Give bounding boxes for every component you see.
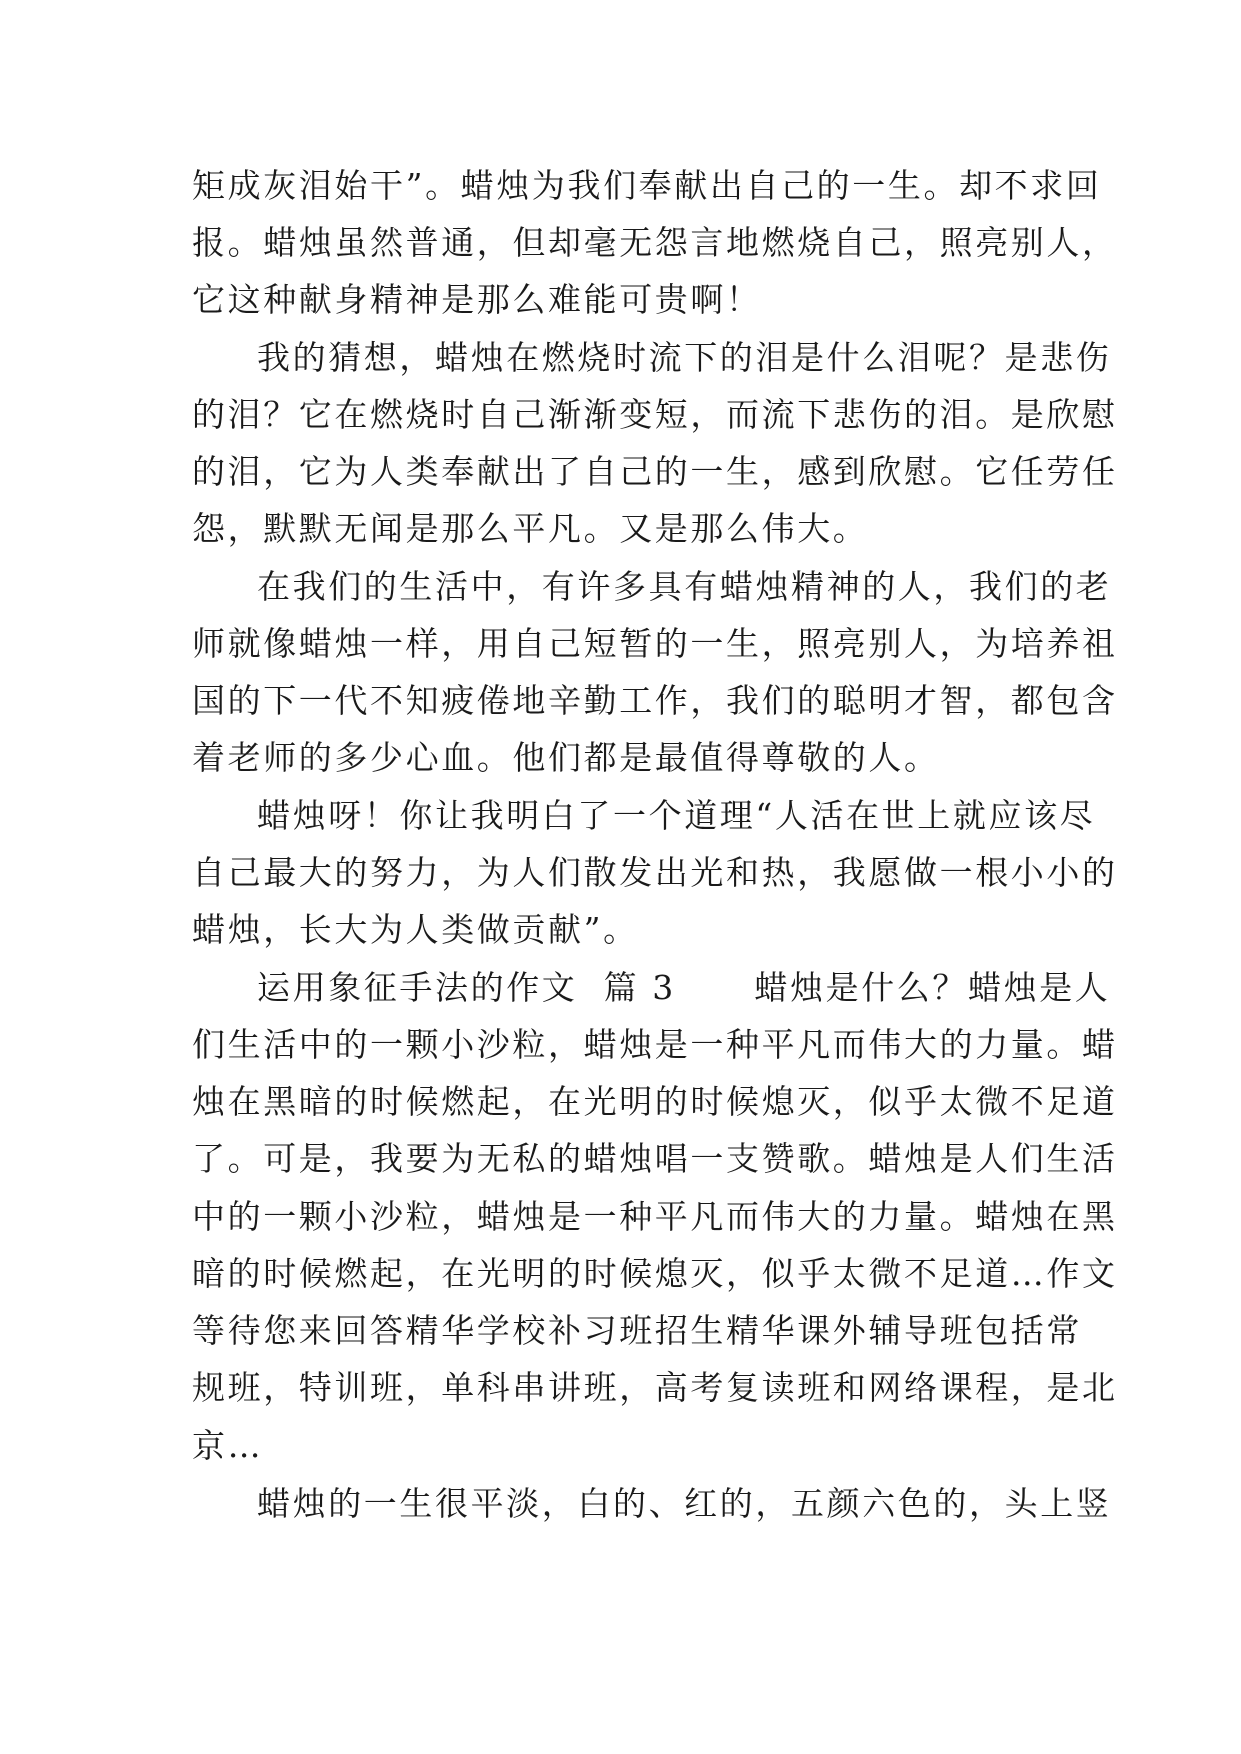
text-line: 规班，特训班，单科串讲班，高考复读班和网络课程，是北	[192, 1368, 1118, 1407]
text-line: 蜡烛，长大为人类做贡献”。	[192, 910, 639, 949]
paragraph-start-line: 我的猜想，蜡烛在燃烧时流下的泪是什么泪呢？是悲伤	[257, 338, 1112, 377]
paragraph-start-line: 在我们的生活中，有许多具有蜡烛精神的人，我们的老	[257, 567, 1112, 606]
text-line: 矩成灰泪始干”。蜡烛为我们奉献出自己的一生。却不求回	[192, 166, 1102, 205]
text-line: 的泪？它在燃烧时自己渐渐变短，而流下悲伤的泪。是欣慰	[192, 395, 1118, 434]
paragraph-start-line: 蜡烛呀！你让我明白了一个道理“人活在世上就应该尽	[257, 796, 1096, 835]
text-line: 着老师的多少心血。他们都是最值得尊敬的人。	[192, 738, 940, 777]
text-line: 们生活中的一颗小沙粒，蜡烛是一种平凡而伟大的力量。蜡	[192, 1025, 1118, 1064]
text-line: 等待您来回答精华学校补习班招生精华课外辅导班包括常	[192, 1311, 1082, 1350]
text-line: 报。蜡烛虽然普通，但却毫无怨言地燃烧自己，照亮别人，	[192, 223, 1118, 262]
text-line: 它这种献身精神是那么难能可贵啊！	[192, 280, 762, 319]
text-line: 了。可是，我要为无私的蜡烛唱一支赞歌。蜡烛是人们生活	[192, 1139, 1118, 1178]
text-line: 中的一颗小沙粒，蜡烛是一种平凡而伟大的力量。蜡烛在黑	[192, 1197, 1118, 1236]
text-line: 国的下一代不知疲倦地辛勤工作，我们的聪明才智，都包含	[192, 681, 1118, 720]
section-heading-line: 运用象征手法的作文 篇 3 蜡烛是什么？蜡烛是人	[257, 968, 1111, 1007]
text-line: 自己最大的努力，为人们散发出光和热，我愿做一根小小的	[192, 853, 1118, 892]
text-line: 师就像蜡烛一样，用自己短暂的一生，照亮别人，为培养祖	[192, 624, 1118, 663]
text-line: 京…	[192, 1426, 264, 1465]
text-line: 怨，默默无闻是那么平凡。又是那么伟大。	[192, 509, 869, 548]
text-line: 烛在黑暗的时候燃起，在光明的时候熄灭，似乎太微不足道	[192, 1082, 1118, 1121]
text-line: 的泪，它为人类奉献出了自己的一生，感到欣慰。它任劳任	[192, 452, 1118, 491]
text-line: 暗的时候燃起，在光明的时候熄灭，似乎太微不足道…作文	[192, 1254, 1118, 1293]
paragraph-start-line: 蜡烛的一生很平淡，白的、红的，五颜六色的，头上竖	[257, 1484, 1112, 1523]
